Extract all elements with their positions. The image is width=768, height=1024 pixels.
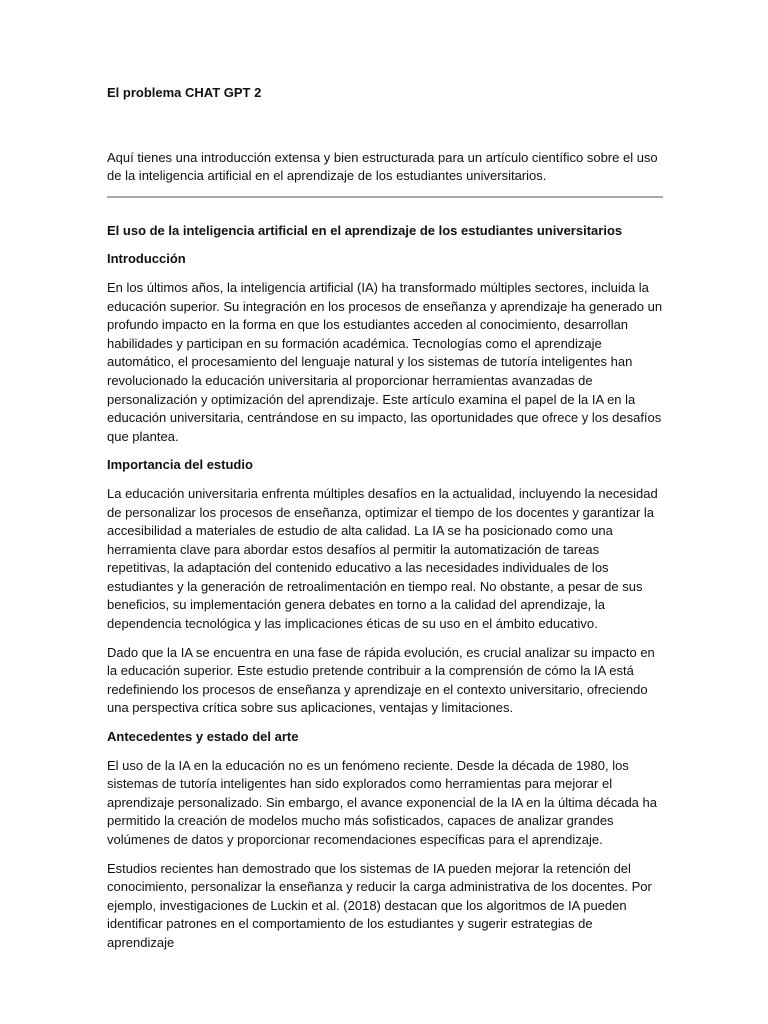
intro-paragraph: Aquí tienes una introducción extensa y bien estructurada para un artículo científico sobre el uso de la inteligencia artificial en el aprendizaje de los estudiantes universitarios. bbox=[107, 149, 658, 184]
paragraph: En los últimos años, la inteligencia artificial (IA) ha transformado múltiples sectores, incluida la educación superior. Su integración en los procesos de enseñanza y aprendizaje ha generado un profundo impacto en la forma en que los estudiantes acceden al conocimiento, desarrollan habilidades y participan en su formación académica. Tecnologías como el aprendizaje automático, el procesamiento del lenguaje natural y los sistemas de tutoría inteligentes han revolucionado la educación universitaria al proporcionar herramientas avanzadas de personalización y optimización del aprendizaje. Este artículo examina el papel de la IA en la educación universitaria, centrándose en su impacto, las oportunidades que ofrece y los desafíos que plantea. bbox=[107, 279, 663, 444]
horizontal-rule bbox=[107, 196, 663, 198]
document-page bbox=[107, 84, 663, 953]
paragraph: Dado que la IA se encuentra en una fase de rápida evolución, es crucial analizar su impacto en la educación superior. Este estudio pretende contribuir a la comprensión de cómo la IA está redefiniendo los procesos de enseñanza y aprendizaje en el contexto universitario, ofreciendo una perspectiva crítica sobre sus aplicaciones, ventajas y limitaciones. bbox=[107, 644, 655, 716]
section-heading-introduccion: Introducción bbox=[107, 251, 186, 267]
paragraph: La educación universitaria enfrenta múltiples desafíos en la actualidad, incluyendo la necesidad de personalizar los procesos de enseñanza, optimizar el tiempo de los docentes y garantizar la accesibilidad a materiales de estudio de alta calidad. La IA se ha posicionado como una herramienta clave para abordar estos desafíos al permitir la automatización de tareas repetitivas, la adaptación del contenido educativo a las necesidades individuales de los estudiantes y la generación de retroalimentación en tiempo real. No obstante, a pesar de sus beneficios, su implementación genera debates en torno a la calidad del aprendizaje, la dependencia tecnológica y las implicaciones éticas de su uso en el ámbito educativo. bbox=[107, 485, 658, 632]
article-title: El uso de la inteligencia artificial en el aprendizaje de los estudiantes universitarios bbox=[107, 222, 623, 238]
paragraph: El uso de la IA en la educación no es un fenómeno reciente. Desde la década de 1980, los sistemas de tutoría inteligentes han sido explorados como herramientas para mejorar el aprendizaje personalizado. Sin embargo, el avance exponencial de la IA en la última década ha permitido la creación de modelos mucho más sofisticados, capaces de analizar grandes volúmenes de datos y proporcionar recomendaciones específicas para el aprendizaje. bbox=[107, 757, 657, 847]
document-title: El problema CHAT GPT 2 bbox=[107, 85, 262, 100]
paragraph: Estudios recientes han demostrado que los sistemas de IA pueden mejorar la retención del conocimiento, personalizar la enseñanza y reducir la carga administrativa de los docentes. Por ejemplo, investigaciones de Luckin et al. (2018) destacan que los algoritmos de IA pueden identificar patrones en el comportamiento de los estudiantes y sugerir estrategias de aprendizaje bbox=[107, 860, 652, 950]
section-heading-antecedentes: Antecedentes y estado del arte bbox=[107, 729, 299, 745]
section-heading-importancia: Importancia del estudio bbox=[107, 457, 253, 473]
